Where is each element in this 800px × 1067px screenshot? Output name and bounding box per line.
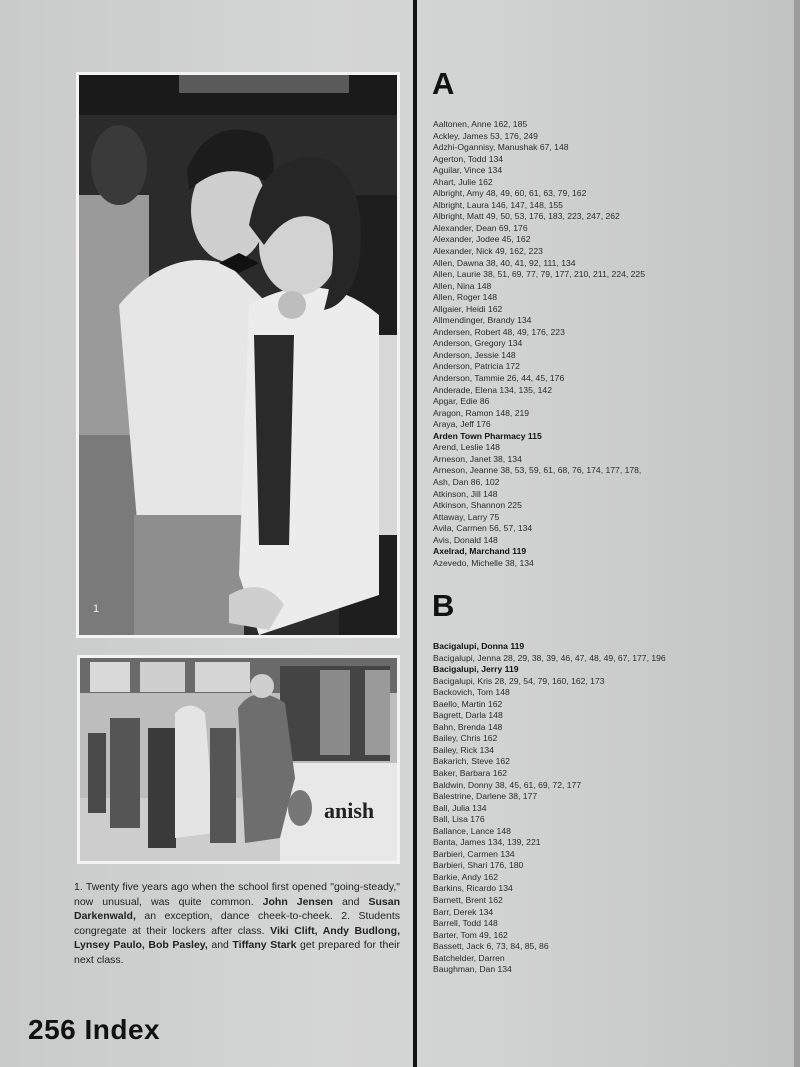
index-entry: Allen, Nina 148 — [433, 280, 492, 291]
index-entry: Barkins, Ricardo 134 — [433, 883, 513, 894]
index-entry: Bailey, Chris 162 — [433, 733, 498, 744]
index-entry: Albright, Matt 49, 50, 53, 176, 183, 223, 247, 262 — [433, 211, 620, 222]
index-entry: Allgaier, Heidi 162 — [433, 303, 503, 314]
index-entry: Aguilar, Vince 134 — [433, 165, 503, 176]
index-entry: Ash, Dan 86, 102 — [433, 476, 500, 487]
caption-part: and — [332, 895, 369, 908]
caption-part: and — [207, 939, 233, 951]
index-entry: Bacigalupi, Donna 119 — [433, 641, 525, 651]
index-entry: Baughman, Dan 134 — [433, 964, 512, 975]
index-entry: Allen, Dawna 38, 40, 41, 92, 111, 134 — [433, 257, 576, 268]
photo-couple-dancing — [76, 72, 400, 638]
index-entry: Ahart, Julie 162 — [433, 176, 493, 187]
index-entry: Ackley, James 53, 176, 249 — [433, 130, 538, 141]
index-entry: Anderade, Elena 134, 135, 142 — [433, 384, 552, 395]
index-entry: Anderson, Patricia 172 — [433, 361, 520, 372]
index-entry: Atkinson, Shannon 225 — [433, 500, 522, 511]
index-entry: Bahn, Brenda 148 — [433, 721, 503, 732]
caption-part: an exception, dance cheek-to-cheek. 2. Students congregate at their lockers after class. — [74, 910, 400, 937]
caption-part: 1. Twenty five years ago when the school first opened "going-steady," now unusual, was quite common. — [74, 881, 400, 908]
photo-couple-dancing-image — [79, 75, 397, 635]
index-entry: Attaway, Larry 75 — [433, 511, 500, 522]
index-entry: Barter, Tom 49, 162 — [433, 929, 508, 940]
photo-caption — [74, 880, 400, 967]
index-entry: Barbieri, Carmen 134 — [433, 848, 515, 859]
index-entry: Banta, James 134, 139, 221 — [433, 837, 541, 848]
index-entry: Anderson, Tammie 26, 44, 45, 176 — [433, 373, 565, 384]
index-list-b — [433, 641, 733, 976]
index-entry: Apgar, Edie 86 — [433, 396, 490, 407]
index-entry: Baldwin, Donny 38, 45, 61, 69, 72, 177 — [433, 779, 582, 790]
index-entry: Bacigalupi, Jerry 119 — [433, 664, 519, 675]
index-entry: Alexander, Dean 69, 176 — [433, 222, 528, 233]
caption-name: Viki Clift, Andy Budlong, Lynsey Paulo, Bob Pasley, — [74, 924, 400, 951]
index-entry: Anderson, Gregory 134 — [433, 338, 523, 349]
index-entry: Axelrad, Marchand 119 — [433, 546, 527, 557]
caption-name: John Jensen — [262, 895, 333, 908]
index-entry: Arneson, Jeanne 38, 53, 59, 61, 68, 76, 174, 177, 178, — [433, 465, 642, 476]
index-list-a — [433, 119, 733, 569]
index-entry: Bailey, Rick 134 — [433, 744, 494, 755]
index-entry: Batchelder, Darren — [433, 952, 505, 963]
index-entry: Barrell, Todd 148 — [433, 918, 498, 929]
photo-students-lockers-image — [80, 658, 397, 861]
caption-name: Tiffany Stark — [232, 939, 297, 951]
index-entry: Allen, Roger 148 — [433, 292, 498, 303]
index-entry: Andersen, Robert 48, 49, 176, 223 — [433, 326, 565, 337]
index-entry: Azevedo, Michelle 38, 134 — [433, 557, 534, 568]
caption-name: Susan Darkenwald, — [74, 895, 400, 922]
index-entry: Bagrett, Darla 148 — [433, 710, 503, 721]
index-entry: Allmendinger, Brandy 134 — [433, 315, 532, 326]
index-entry: Bacigalupi, Jenna 28, 29, 38, 39, 46, 47, 48, 49, 67, 177, 196 — [433, 652, 666, 663]
column-divider — [413, 0, 417, 1067]
index-entry: Allen, Laurie 38, 51, 69, 77, 79, 177, 210, 211, 224, 225 — [433, 269, 645, 280]
index-entry: Agerton, Todd 134 — [433, 153, 504, 164]
photo-students-lockers — [77, 655, 400, 864]
index-entry: Araya, Jeff 176 — [433, 419, 491, 430]
index-entry: Ballance, Lance 148 — [433, 825, 511, 836]
index-entry: Balestrine, Darlene 38, 177 — [433, 791, 538, 802]
index-entry: Aaltonen, Anne 162, 185 — [433, 119, 528, 129]
caption-part: get prepared for their next class. — [74, 939, 400, 966]
index-entry: Bakarich, Steve 162 — [433, 756, 510, 767]
index-entry: Baello, Martin 162 — [433, 698, 503, 709]
index-entry: Avila, Carmen 56, 57, 134 — [433, 523, 533, 534]
index-entry: Barkie, Andy 162 — [433, 871, 498, 882]
page-edge-shadow — [794, 0, 800, 1067]
index-entry: Backovich, Tom 148 — [433, 687, 510, 698]
index-entry: Ball, Julia 134 — [433, 802, 487, 813]
page-folio: 256 Index — [28, 1014, 161, 1045]
index-entry: Avis, Donald 148 — [433, 534, 498, 545]
index-entry: Albright, Amy 48, 49, 60, 61, 63, 79, 162 — [433, 188, 587, 199]
index-entry: Bassett, Jack 6, 73, 84, 85, 86 — [433, 941, 549, 952]
index-entry: Barbieri, Shari 176, 180 — [433, 860, 524, 871]
index-entry: Ball, Lisa 176 — [433, 814, 485, 825]
index-entry: Baker, Barbara 162 — [433, 768, 508, 779]
index-entry: Alexander, Jodee 45, 162 — [433, 234, 531, 245]
index-entry: Adzhi-Ogannisy, Manushak 67, 148 — [433, 142, 569, 153]
index-entry: Atkinson, Jill 148 — [433, 488, 498, 499]
section-letter-a: A — [432, 66, 455, 101]
index-entry: Barnett, Brent 162 — [433, 895, 503, 906]
index-entry: Bacigalupi, Kris 28, 29, 54, 79, 160, 162, 173 — [433, 675, 605, 686]
index-entry: Arneson, Janet 38, 134 — [433, 453, 522, 464]
index-entry: Aragon, Ramon 148, 219 — [433, 407, 530, 418]
index-entry: Barr, Derek 134 — [433, 906, 494, 917]
index-entry: Anderson, Jessie 148 — [433, 349, 516, 360]
index-entry: Arend, Leslie 148 — [433, 442, 500, 453]
section-letter-b: B — [432, 588, 455, 623]
photo2-spanish-sign: anish — [324, 798, 375, 823]
index-entry: Alexander, Nick 49, 162, 223 — [433, 246, 543, 257]
index-entry: Albright, Laura 146, 147, 148, 155 — [433, 199, 563, 210]
index-entry: Arden Town Pharmacy 115 — [433, 430, 542, 441]
photo-number-label: 1 — [93, 603, 100, 615]
